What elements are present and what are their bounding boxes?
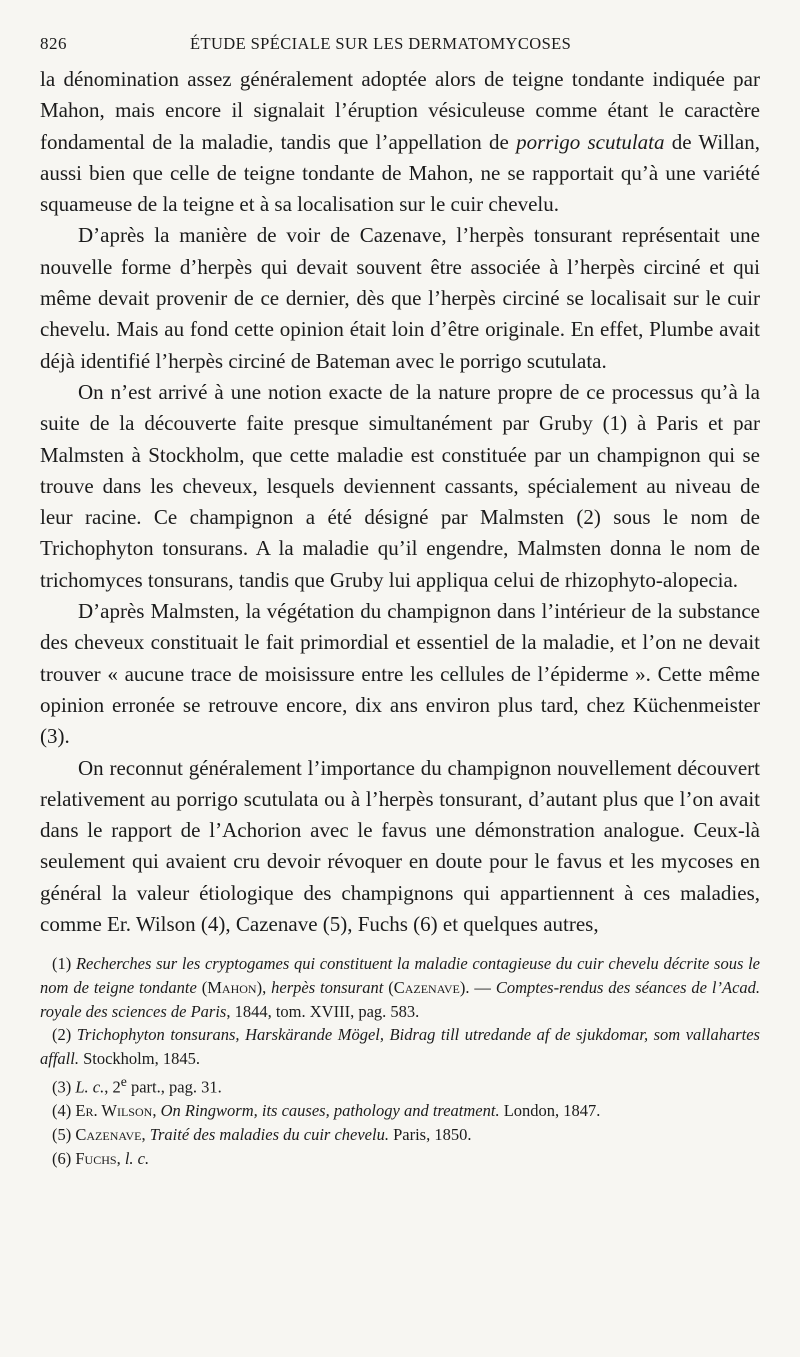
footnote-1-text: ), <box>256 977 272 997</box>
footnote-2-title: Trichophyton tonsurans, Harskärande Mögel, Bidrag till utredande af de sjukdomar, som vallahartes affall. <box>40 1025 760 1068</box>
footnote-4 <box>40 1099 760 1123</box>
footnote-5-text: Paris, 1850. <box>388 1124 472 1144</box>
footnote-3 <box>40 1070 760 1099</box>
footnote-1-author-mahon: Mahon <box>207 977 257 997</box>
footnote-2-number: (2) <box>52 1025 77 1045</box>
paragraph-4: D’après Malmsten, la végétation du champignon dans l’intérieur de la substance des cheveux constituait le fait primordial et essentiel de la maladie, et l’on ne devait trouver « aucune trace de moisissure entre les cellules de l’épiderme ». Cette même opinion erronée se retrouve encore, dix ans environ plus tard, chez Küchenmeister (3). <box>40 599 760 749</box>
footnote-3-text: , 2 <box>104 1077 121 1097</box>
footnote-1-term: herpès tonsurant <box>271 977 384 997</box>
footnote-5 <box>40 1123 760 1147</box>
footnote-4-author: Er. Wilson <box>75 1101 153 1121</box>
footnote-3-number: (3) <box>52 1077 76 1097</box>
footnote-6 <box>40 1147 760 1171</box>
running-title: ÉTUDE SPÉCIALE SUR LES DERMATOMYCOSES <box>190 34 572 53</box>
running-head <box>40 30 760 64</box>
footnote-1-text: ( <box>196 977 208 997</box>
footnote-5-number: (5) <box>52 1124 76 1144</box>
paragraph-2: D’après la manière de voir de Cazenave, l’herpès tonsurant représentait une nouvelle forme d’herpès qui devait souvent être associée à l’herpès circiné et qui même devait provenir de ce dernier, dès que l’herpès circiné se localisait sur le cuir chevelu. Mais au fond cette opinion était loin d’être originale. En effet, Plumbe avait déjà identifié l’herpès circiné de Bateman avec le porrigo scutulata. <box>40 223 760 373</box>
footnote-4-title: On Ringworm, its causes, pathology and treatment. <box>160 1101 500 1121</box>
footnote-6-abbrev: l. c. <box>124 1148 150 1168</box>
footnote-1-journal: Comptes-rendus des séances de l’Acad. royale des sciences de Paris <box>40 977 761 1021</box>
footnote-6-number: (6) <box>52 1148 76 1168</box>
footnote-3-superscript: e <box>120 1074 127 1090</box>
paragraph-1-italic-term: porrigo scutulata <box>516 129 665 154</box>
footnote-1-author-cazenave: Cazenave <box>393 977 460 997</box>
footnote-5-title: Traité des maladies du cuir chevelu. <box>149 1124 389 1144</box>
footnote-6-text: , <box>116 1148 125 1168</box>
footnote-2 <box>40 1023 760 1070</box>
paragraph-3: On n’est arrivé à une notion exacte de la nature propre de ce processus qu’à la suite de la découverte faite presque simultanément par Gruby (1) à Paris et par Malmsten à Stockholm, que cette maladie est constituée par un champignon qui se trouve dans les cheveux, lesquels deviennent cassants, spécialement au niveau de leur racine. Ce champignon a été désigné par Malmsten (2) sous le nom de Trichophyton tonsurans. A la maladie qu’il engendre, Malmsten donna le nom de trichomyces tonsurans, tandis que Gruby lui appliqua celui de rhizophyto-alopecia. <box>40 379 760 592</box>
footnote-3-text: part., pag. 31. <box>126 1077 222 1097</box>
footnote-4-text: , <box>152 1101 161 1121</box>
footnote-1-text: , 1844, tom. XVIII, pag. 583. <box>226 1001 420 1021</box>
footnote-1 <box>40 952 760 1023</box>
paragraph-1 <box>40 64 760 220</box>
footnote-4-text: London, 1847. <box>499 1101 601 1121</box>
book-page <box>40 30 760 1170</box>
footnotes <box>40 952 760 1170</box>
footnote-5-author: Cazenave <box>75 1124 142 1144</box>
footnote-1-text: ). — <box>459 977 496 997</box>
footnote-4-number: (4) <box>52 1101 76 1121</box>
paragraph-1-text-a: la dénomination assez généralement adoptée alors de teigne tondante indiquée par Mahon, mais encore il signalait l’éruption vésiculeuse comme étant le caractère fondamental de la maladie, tandis que l’appellation de <box>40 67 760 154</box>
footnote-6-author: Fuchs <box>75 1148 117 1168</box>
footnote-3-abbrev: L. c. <box>75 1077 105 1097</box>
footnote-1-title: Recherches sur les cryptogames qui constituent la maladie contagieuse du cuir chevelu décrite sous le nom de teigne tondante <box>40 954 760 997</box>
paragraph-1-text-b: de Willan, aussi bien que celle de teigne tondante de Mahon, ne se rapportait qu’à une variété squameuse de la teigne et à sa localisation sur le cuir chevelu. <box>40 129 760 217</box>
footnote-1-text: ( <box>383 977 394 997</box>
page-number: 826 <box>40 34 67 53</box>
footnote-2-text: Stockholm, 1845. <box>78 1048 200 1068</box>
body-text <box>40 64 760 940</box>
footnote-5-text: , <box>141 1124 150 1144</box>
footnote-1-number: (1) <box>52 954 76 974</box>
paragraph-5: On reconnut généralement l’importance du champignon nouvellement découvert relativement au porrigo scutulata ou à l’herpès tonsurant, d’autant plus que l’on avait dans le rapport de l’Achorion avec le favus une démonstration analogue. Ceux-là seulement qui avaient cru devoir révoquer en doute pour le favus et les mycoses en général la valeur étiologique des champignons qui appartiennent à ces maladies, comme Er. Wilson (4), Cazenave (5), Fuchs (6) et quelques autres, <box>40 755 760 937</box>
